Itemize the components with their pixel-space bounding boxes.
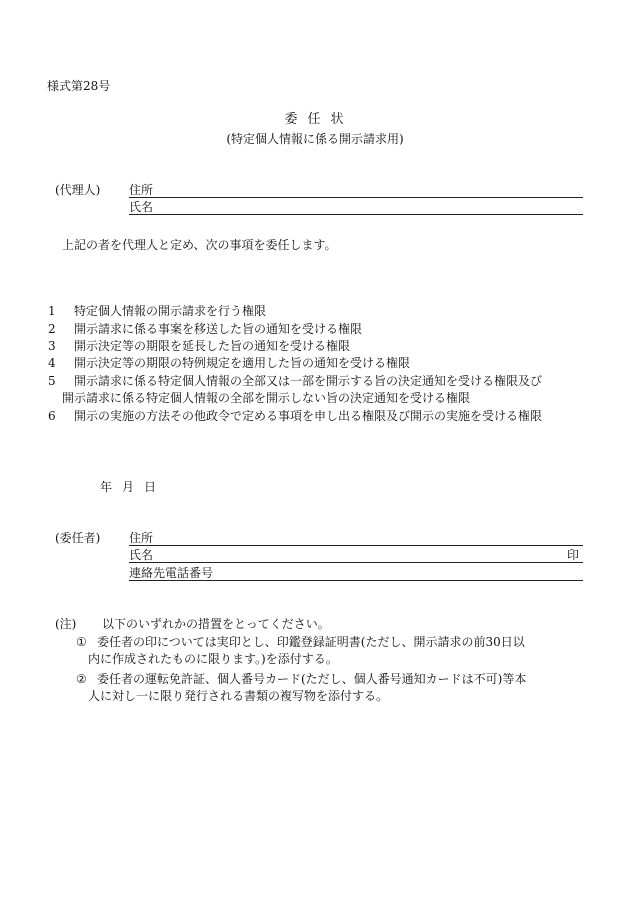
intro-text: 上記の者を代理人と定め、次の事項を委任します。 [62, 238, 337, 252]
document-title: 委任状 [284, 112, 354, 127]
principal-phone-label: 連絡先電話番号 [129, 566, 214, 580]
principal-phone-line [129, 580, 583, 581]
agent-address-line [129, 197, 583, 198]
note-item-continuation: 内に作成されたものに限ります。)を添付する。 [88, 652, 338, 666]
note-item: ② 委任者の運転免許証、個人番号カード(ただし、個人番号通知カードは不可)等本 [76, 672, 527, 686]
principal-name-label: 氏名 [129, 548, 154, 562]
agent-name-line [129, 214, 583, 215]
principal-role-label: (委任者) [55, 531, 101, 545]
list-item: 3 開示決定等の期限を延長した旨の通知を受ける権限 [48, 339, 351, 353]
list-item: 1 特定個人情報の開示請求を行う権限 [48, 304, 267, 318]
document-subtitle: (特定個人情報に係る開示請求用) [226, 132, 404, 146]
agent-address-label: 住所 [129, 183, 154, 197]
list-item: 4 開示決定等の期限の特例規定を適用した旨の通知を受ける権限 [48, 356, 411, 370]
date-year: 年 [100, 480, 113, 494]
date-day: 日 [144, 480, 157, 494]
principal-address-line [129, 545, 583, 546]
date-line [100, 479, 166, 495]
date-month: 月 [122, 480, 135, 494]
note-heading: (注) 以下のいずれかの措置をとってください。 [55, 617, 330, 631]
principal-address-label: 住所 [129, 531, 154, 545]
seal-label: 印 [567, 548, 580, 562]
note-item: ① 委任者の印については実印とし、印鑑登録証明書(ただし、開示請求の前30日以 [76, 635, 525, 649]
list-item: 5 開示請求に係る特定個人情報の全部又は一部を開示する旨の決定通知を受ける権限及び [48, 374, 543, 388]
form-number: 様式第28号 [47, 79, 111, 93]
note-item-continuation: 人に対し一に限り発行される書類の複写物を添付する。 [88, 689, 389, 703]
agent-name-label: 氏名 [129, 200, 154, 214]
list-item-continuation: 開示請求に係る特定個人情報の全部を開示しない旨の決定通知を受ける権限 [62, 391, 471, 405]
list-item: 6 開示の実施の方法その他政令で定める事項を申し出る権限及び開示の実施を受ける権限 [48, 409, 543, 423]
agent-role-label: (代理人) [55, 183, 101, 197]
principal-name-line [129, 562, 583, 563]
list-item: 2 開示請求に係る事案を移送した旨の通知を受ける権限 [48, 322, 363, 336]
